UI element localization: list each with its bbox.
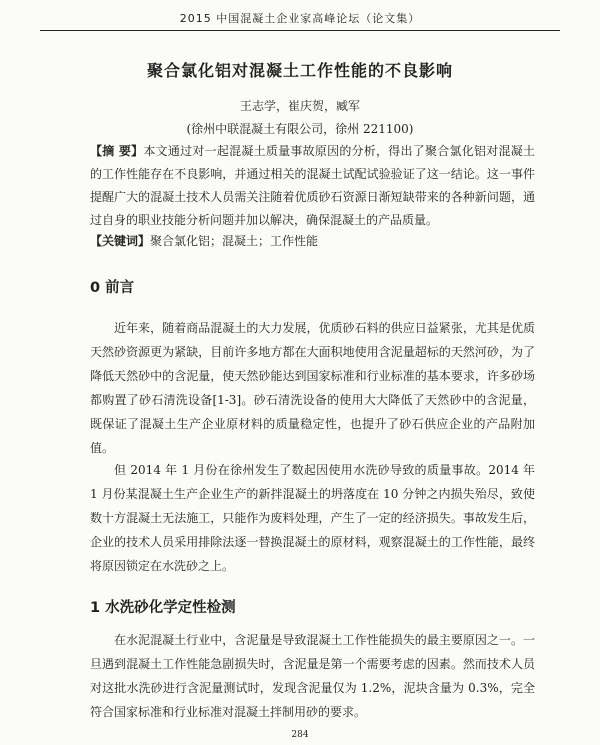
article-authors: 王志学，崔庆贺，臧军 [239, 99, 360, 113]
section-heading-preface: 0 前言 [90, 280, 135, 296]
keywords [90, 232, 535, 249]
keywords-label: 【关键词】 [90, 234, 151, 248]
article-title: 聚合氯化铝对混凝土工作性能的不良影响 [146, 61, 453, 80]
body-paragraph: 近年来，随着商品混凝土的大力发展，优质砂石料的供应日益紧张，尤其是优质天然砂资源更为紧缺，目前许多地方都在大面积地使用含泥量超标的天然河砂，为了降低天然砂中的含泥量，使天然砂能达到国家标准和行业标准的基本要求，许多砂场都购置了砂石清洗设备[1-3]。砂石清洗设备的使用大大降低了天然砂中的含泥量，既保证了混凝土生产企业原材料的质量稳定性，也提升了砂石供应企业的产品附加值。 [90, 321, 535, 455]
section-heading-detection: 1 水洗砂化学定性检测 [90, 600, 236, 616]
body-paragraph: 但 2014 年 1 月份在徐州发生了数起因使用水洗砂导致的质量事故。2014 年 1 月份某混凝土生产企业生产的新拌混凝土的坍落度在 10 分钟之内损失殆尽，致使数十方混凝土无法施工，只能作为废料处理，产生了一定的经济损失。事故发生后，企业的技术人员采用排除法逐一替换混凝土的原材料，观察混凝土的工作性能，最终将原因锁定在水洗砂之上。 [90, 463, 535, 573]
running-header: 2015 中国混凝土企业家高峰论坛（论文集） [179, 12, 421, 25]
abstract-text: 本文通过对一起混凝土质量事故原因的分析，得出了聚合氯化铝对混凝土的工作性能存在不良影响，并通过相关的混凝土试配试验验证了这一结论。这一事件提醒广大的混凝土技术人员需关注随着优质砂石资源日渐短缺带来的各种新问题，通过自身的职业技能分析问题并加以解决，确保混凝土的产品质量。 [90, 144, 535, 227]
keywords-text: 聚合氯化铝；混凝土；工作性能 [150, 234, 319, 248]
abstract [90, 140, 535, 232]
abstract-label: 【摘 要】 [90, 144, 144, 158]
header-rule [40, 30, 560, 31]
article-affiliation: (徐州中联混凝土有限公司，徐州 221100) [186, 122, 414, 136]
page-number: 284 [291, 730, 309, 740]
body-paragraph: 在水泥混凝土行业中，含泥量是导致混凝土工作性能损失的最主要原因之一。一旦遇到混凝土工作性能急剧损失时，含泥量是第一个需要考虑的因素。然而技术人员对这批水洗砂进行含泥量测试时，发现含泥量仅为 1.2%，泥块含量为 0.3%，完全符合国家标准和行业标准对混凝土拌制用砂的要求。 [90, 633, 535, 719]
